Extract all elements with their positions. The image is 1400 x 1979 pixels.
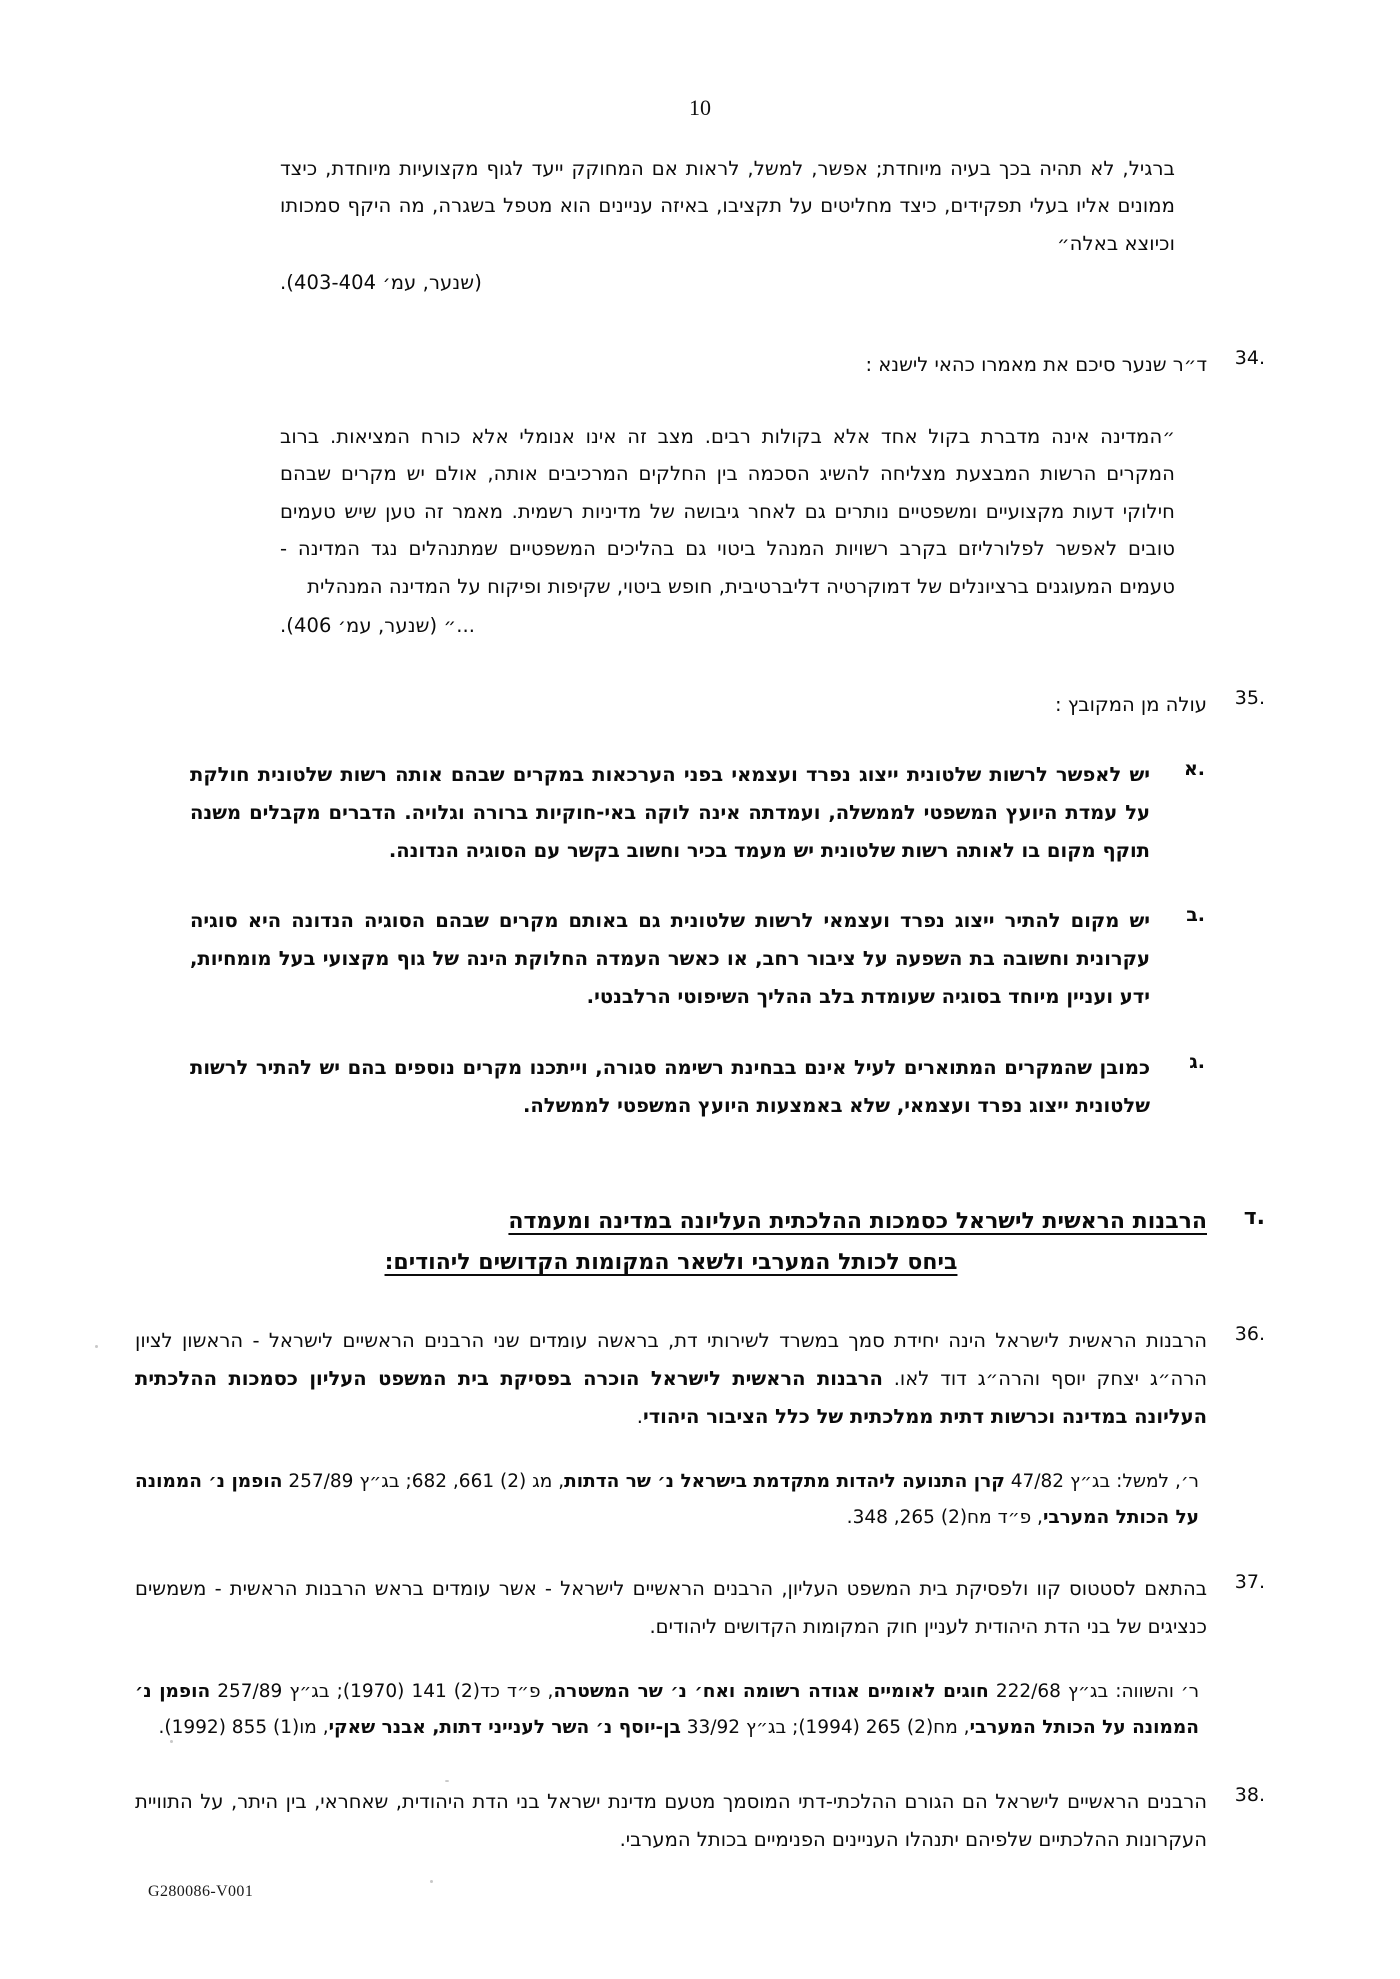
paragraph-36-bold: הרבנות הראשית לישראל הוכרה בפסיקת בית המשפט העליון כסמכות ההלכתית העליונה במדינה וכרשות דתית ממלכתית של כלל הציבור היהודי bbox=[135, 1367, 1207, 1429]
citation-36-text bbox=[135, 1464, 1207, 1536]
paragraph-37 bbox=[135, 1570, 1265, 1646]
sub-item-gimel bbox=[135, 1049, 1265, 1125]
paragraph-34 bbox=[135, 346, 1265, 384]
paragraph-36-number: .36 bbox=[1234, 1323, 1265, 1346]
sub-item-bet-letter: .ב bbox=[1186, 904, 1205, 927]
section-heading-body bbox=[135, 1203, 1207, 1283]
main-quotation-citation: ...״ (שנער, עמ׳ 406). bbox=[280, 613, 476, 637]
paragraph-36-text bbox=[135, 1322, 1207, 1436]
citation-37-case1: חוגים לאומיים אגודה רשומה ואח׳ נ׳ שר המשטרה bbox=[553, 1681, 989, 1703]
document-body bbox=[135, 150, 1265, 1859]
citation-37-mid1: , פ״ד כד(2) 141 (1970); בג״ץ 257/89 bbox=[210, 1681, 554, 1703]
section-heading-dalet bbox=[135, 1203, 1265, 1283]
citation-36-case2: הופמן נ׳ הממונה על הכותל המערבי bbox=[135, 1471, 1199, 1529]
sub-item-bet-text: יש מקום להתיר ייצוג נפרד ועצמאי לרשות שלטונית גם באותם מקרים שבהם הסוגיה הנדונה היא סוגיה עקרונית וחשובה בת השפעה על ציבור רחב, או כאשר העמדה החלוקת הינה של גוף מקצועי בעל מומחיות, ידע ועניין מיוחד בסוגיה שעומדת בלב ההליך השיפוטי הרלבנטי. bbox=[190, 909, 1150, 1009]
sub-item-gimel-letter: .ג bbox=[1189, 1050, 1205, 1073]
paragraph-36-part1: הרבנות הראשית לישראל הינה יחידת סמך במשרד לשירותי דת, בראשה עומדים שני הרבנים הראשיים לישראל - הראשון לציון הרה״ג יצחק יוסף והרה״ג דוד לאו. bbox=[135, 1329, 1207, 1391]
section-heading-line2: ביחס לכותל המערבי ולשאר המקומות הקדושים ליהודים: bbox=[384, 1250, 958, 1276]
sub-item-alef-letter: .א bbox=[1183, 758, 1205, 781]
sub-item-alef bbox=[135, 756, 1265, 870]
citation-37-text bbox=[135, 1674, 1207, 1746]
citation-36-case1: קרן התנועה ליהדות מתקדמת בישראל נ׳ שר הדתות bbox=[564, 1471, 1005, 1493]
citation-36-mid: , מג (2) 661, 682; בג״ץ 257/89 bbox=[282, 1471, 565, 1493]
sub-item-alef-text: יש לאפשר לרשות שלטונית ייצוג נפרד ועצמאי בפני הערכאות במקרים שבהם אותה רשות שלטונית חולקת על עמדת היועץ המשפטי לממשלה, ועמדתה אינה לוקה באי-חוקיות ברורה וגלויה. הדברים מקבלים משנה תוקף מקום בו לאותה רשות שלטונית יש מעמד בכיר וחשוב בקשר עם הסוגיה הנדונה. bbox=[190, 763, 1150, 863]
citation-36-prefix: ר׳, למשל: בג״ץ 47/82 bbox=[1004, 1471, 1199, 1493]
citation-36 bbox=[135, 1464, 1265, 1536]
citation-37-case2: הופמן נ׳ הממונה על הכותל המערבי bbox=[135, 1681, 1199, 1739]
sub-item-bet bbox=[135, 902, 1265, 1016]
section-heading-number: .ד bbox=[1243, 1204, 1265, 1230]
section-heading-line1: הרבנות הראשית לישראל כסמכות ההלכתית העליונה במדינה ומעמדה bbox=[508, 1208, 1207, 1234]
citation-37-mid2: , מח(2) 265 (1994); בג״ץ 33/92 bbox=[680, 1717, 970, 1739]
citation-37 bbox=[135, 1674, 1265, 1746]
paragraph-38-text: הרבנים הראשיים לישראל הם הגורם ההלכתי-דתי המוסמך מטעם מדינת ישראל בני הדת היהודית, שאחראי, בין היתר, על התוויית העקרונות ההלכתיים שלפיהם יתנהלו העניינים הפנימיים בכותל המערבי. bbox=[135, 1789, 1207, 1851]
paragraph-37-text: בהתאם לסטטוס קוו ולפסיקת בית המשפט העליון, הרבנים הראשיים לישראל - אשר עומדים בראש הרבנות הראשית - משמשים כנציגים של בני הדת היהודית לעניין חוק המקומות הקדושים ליהודים. bbox=[135, 1577, 1207, 1639]
main-quotation-text: ״המדינה אינה מדברת בקול אחד אלא בקולות רבים. מצב זה אינו אנומלי אלא כורח המציאות. ברוב המקרים הרשות המבצעת מצליחה להשיג הסכמה בין החלקים המרכיבים אותה, אולם יש מקרים שבהם חילוקי דעות מקצועיים ומשפטיים נותרים גם לאחר גיבושה של מדיניות רשמית. מאמר זה טען שיש טעמים טובים לאפשר לפלורליזם בקרב רשויות המנהל ביטוי גם בהליכים המשפטיים שמתנהלים נגד המדינה - טעמים המעוגנים ברציונלים של דמוקרטיה דליברטיבית, חופש ביטוי, שקיפות ופיקוח על המדינה המנהלית bbox=[280, 424, 1175, 598]
paragraph-35-number: .35 bbox=[1234, 687, 1265, 710]
top-quotation-citation: (שנער, עמ׳ 403-404). bbox=[280, 271, 482, 295]
paragraph-34-text: ד״ר שנער סיכם את מאמרו כהאי לישנא : bbox=[865, 352, 1207, 376]
paragraph-37-number: .37 bbox=[1234, 1571, 1265, 1594]
paragraph-35-text: עולה מן המקובץ : bbox=[1055, 693, 1207, 717]
sub-item-gimel-text: כמובן שהמקרים המתוארים לעיל אינם בבחינת רשימה סגורה, וייתכנו מקרים נוספים בהם יש להתיר לרשות שלטונית ייצוג נפרד ועצמאי, שלא באמצעות היועץ המשפטי לממשלה. bbox=[190, 1055, 1150, 1117]
scan-speck bbox=[95, 1345, 98, 1348]
paragraph-35 bbox=[135, 686, 1265, 724]
citation-37-tail: , מו(1) 855 (1992). bbox=[158, 1717, 329, 1739]
paragraph-34-number: .34 bbox=[1234, 346, 1265, 369]
top-quotation-block bbox=[280, 150, 1175, 302]
paragraph-36-part2: . bbox=[636, 1405, 643, 1429]
page-number: 10 bbox=[689, 95, 711, 120]
citation-37-prefix: ר׳ והשווה: בג״ץ 222/68 bbox=[988, 1681, 1200, 1703]
top-quotation-text: ברגיל, לא תהיה בכך בעיה מיוחדת; אפשר, למשל, לראות אם המחוקק ייעד לגוף מקצועיות מיוחדת, כיצד ממונים אליו בעלי תפקידים, כיצד מחליטים על תקציבו, באיזה עניינים הוא מטפל בשגרה, מה היקף סמכותו וכיוצא באלה״ bbox=[280, 157, 1175, 255]
scan-speck bbox=[430, 1880, 433, 1883]
main-quotation-block bbox=[280, 418, 1175, 645]
citation-37-case3: בן-יוסף נ׳ השר לענייני דתות, אבנר שאקי bbox=[328, 1717, 681, 1739]
paragraph-36 bbox=[135, 1322, 1265, 1436]
paragraph-38 bbox=[135, 1783, 1265, 1859]
citation-36-tail: , פ״ד מח(2) 265, 348. bbox=[846, 1507, 1043, 1529]
footer-document-code: G280086-V001 bbox=[148, 1883, 254, 1900]
paragraph-38-number: .38 bbox=[1234, 1783, 1265, 1806]
